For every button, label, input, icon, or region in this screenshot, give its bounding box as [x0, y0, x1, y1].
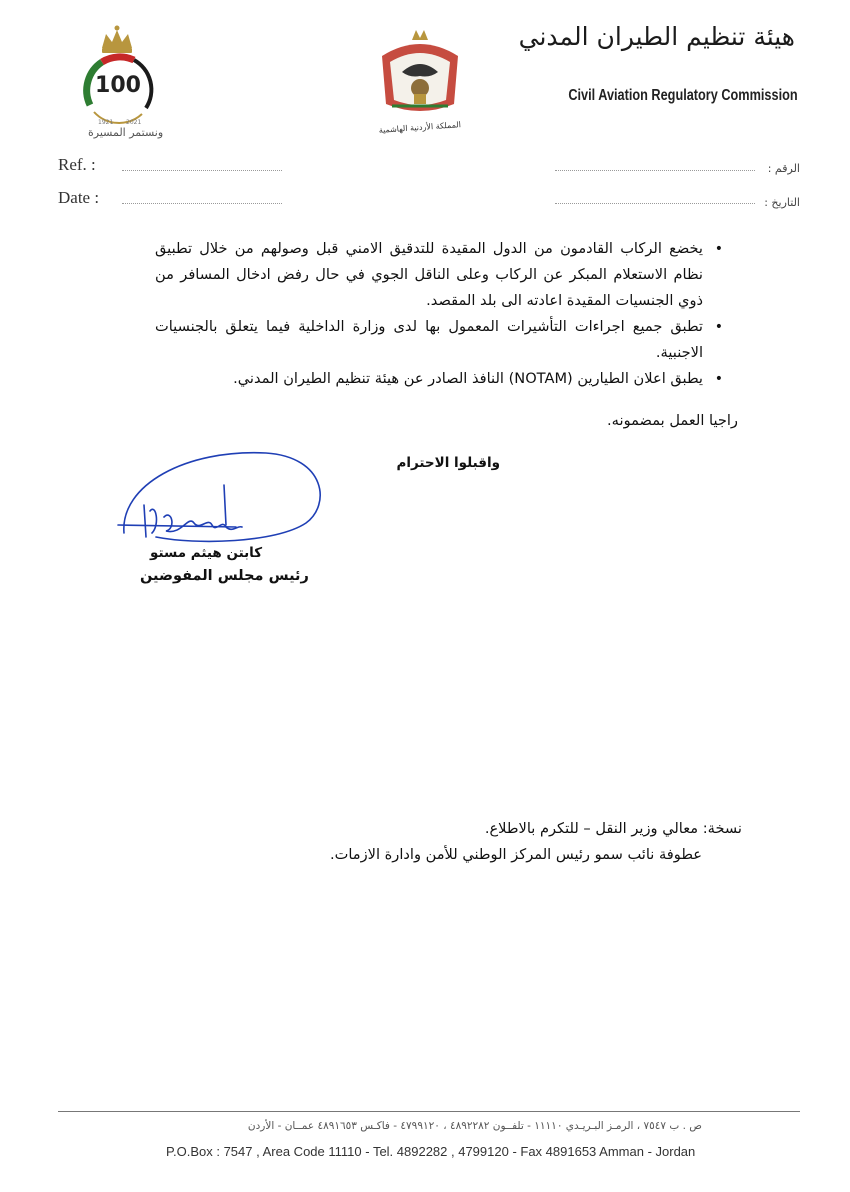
- bullet-text: • يخضع الركاب القادمون من الدول المقيدة للتدقيق الامني قبل وصولهم من خلال تطبيق نظام الاستعلام المبكر عن الركاب وعلى الناقل الجوي في حال رفض ادخال المسافر من ذوي الجنسيات المقيدة اعادته الى بلد المقصد.: [155, 236, 725, 314]
- ref-ar-dotted-line: [555, 170, 755, 171]
- org-name-english: Civil Aviation Regulatory Commission: [568, 87, 798, 104]
- signer-title: رئيس مجلس المفوضين: [140, 568, 309, 584]
- centenary-year-start: 1921: [98, 119, 114, 126]
- bullet-text: • يطبق اعلان الطيارين (NOTAM) النافذ الصادر عن هيئة تنظيم الطيران المدني.: [155, 366, 725, 392]
- coat-of-arms-motto: المملكة الأردنية الهاشمية: [378, 120, 462, 135]
- date-ar-dotted-line: [555, 203, 755, 204]
- coat-of-arms: [372, 26, 468, 144]
- cc-line-2: عطوفة نائب سمو رئيس المركز الوطني للأمن وادارة الازمات.: [329, 846, 702, 863]
- crown-icon: [102, 26, 132, 54]
- date-label-arabic: التاريخ :: [764, 196, 800, 209]
- date-label: Date :: [58, 188, 100, 207]
- bullet-item: [155, 366, 725, 392]
- closing-line: راجيا العمل بمضمونه.: [607, 412, 738, 429]
- ref-label-arabic: الرقم :: [767, 162, 800, 175]
- regards-line: واقبلوا الاحترام: [396, 455, 500, 471]
- ref-dotted-line: [122, 170, 282, 171]
- centenary-tagline: ونستمر المسيرة: [88, 126, 164, 139]
- footer-address-english: P.O.Box : 7547 , Area Code 11110 - Tel. 4892282 , 4799120 - Fax 4891653 Amman - Jordan: [166, 1144, 696, 1159]
- centenary-logo: [72, 20, 162, 140]
- ref-label: Ref. :: [58, 155, 96, 174]
- centenary-number: 100: [95, 73, 141, 98]
- date-dotted-line: [122, 203, 282, 204]
- footer-address-arabic: ص . ب ٧٥٤٧ ، الرمـز البـريـدي ١١١١٠ - تلفــون ٤٨٩٢٢٨٢ ، ٤٧٩٩١٢٠ - فاكـس ٤٨٩١٦٥٣ عمــان - الأردن: [247, 1120, 702, 1132]
- footer-divider: [58, 1111, 800, 1112]
- bullet-item: [155, 236, 725, 314]
- coat-of-arms-icon: [382, 30, 458, 111]
- signature-stroke-icon: [118, 453, 320, 542]
- signer-name: كابتن هيثم مستو: [150, 545, 263, 561]
- cc-line-1: نسخة: معالي وزير النقل – للتكرم بالاطلاع.: [484, 820, 742, 837]
- bullet-text: • تطبق جميع اجراءات التأشيرات المعمول بها لدى وزارة الداخلية فيما يتعلق بالجنسيات الاجنبية.: [155, 314, 725, 366]
- centenary-year-end: 2021: [126, 119, 142, 126]
- signature-image: [116, 445, 331, 555]
- org-name-arabic: هيئة تنظيم الطيران المدني: [518, 22, 795, 51]
- bullet-item: [155, 314, 725, 366]
